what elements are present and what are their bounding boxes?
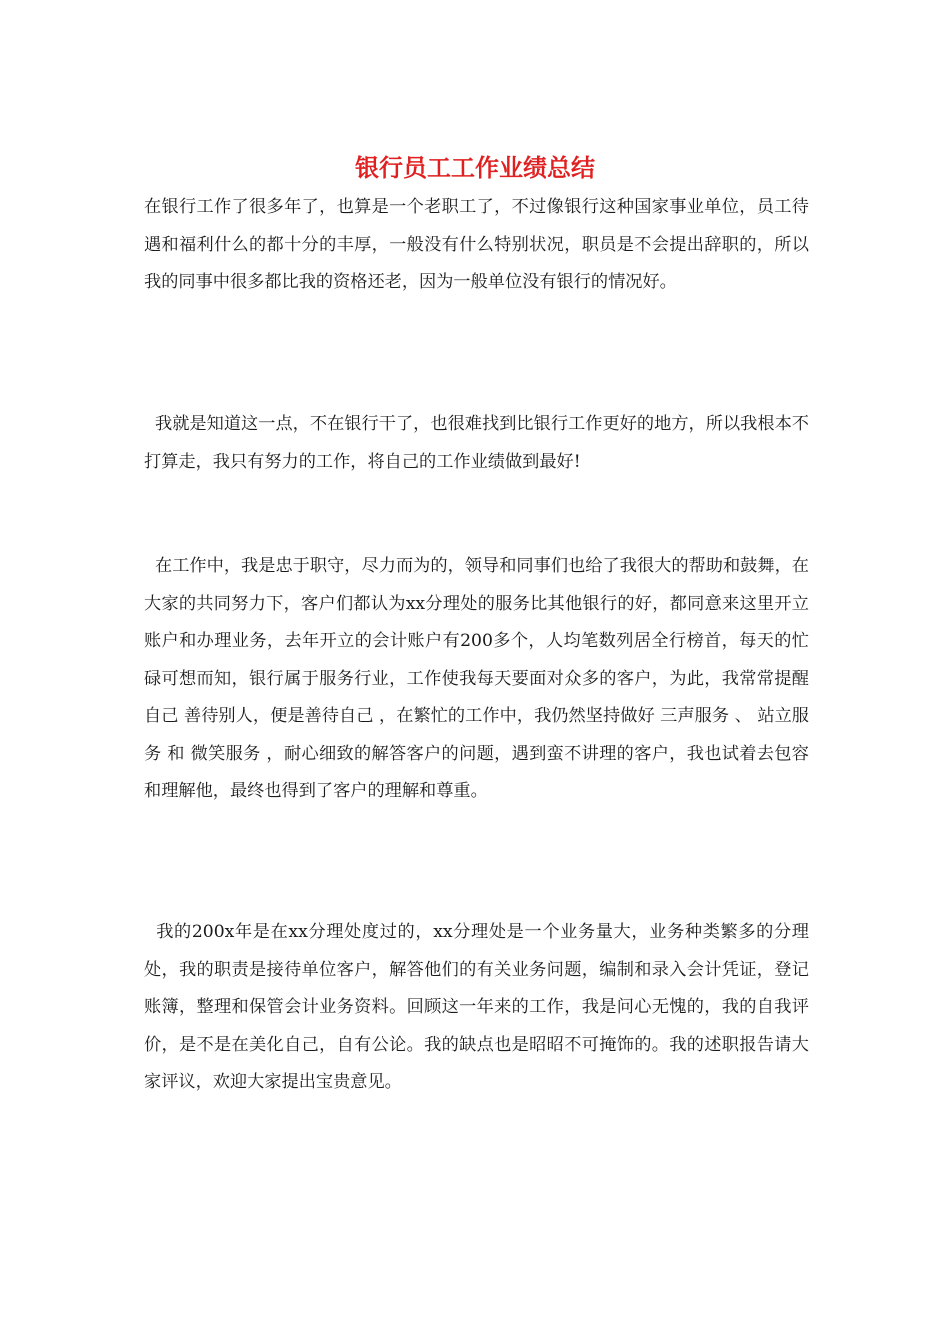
paragraph-2: 我就是知道这一点，不在银行干了，也很难找到比银行工作更好的地方，所以我根本不打算走，我只有努力的工作，将自己的工作业绩做到最好! bbox=[144, 414, 809, 472]
paragraph-1: 在银行工作了很多年了，也算是一个老职工了，不过像银行这种国家事业单位，员工待遇和福利什么的都十分的丰厚，一般没有什么特别状况，职员是不会提出辞职的，所以我的同事中很多都比我的资格还老，因为一般单位没有银行的情况好。 bbox=[144, 197, 809, 292]
document-title: 银行员工工作业绩总结 bbox=[355, 154, 595, 182]
paragraph-4: 我的200x年是在xx分理处度过的，xx分理处是一个业务量大，业务种类繁多的分理处，我的职责是接待单位客户，解答他们的有关业务问题，编制和录入会计凭证，登记账簿，整理和保管会计业务资料。回顾这一年来的工作，我是问心无愧的，我的自我评价，是不是在美化自己，自有公论。我的缺点也是昭昭不可掩饰的。我的述职报告请大家评议，欢迎大家提出宝贵意见。 bbox=[144, 922, 809, 1092]
paragraph-3: 在工作中，我是忠于职守，尽力而为的，领导和同事们也给了我很大的帮助和鼓舞，在大家的共同努力下，客户们都认为xx分理处的服务比其他银行的好，都同意来这里开立账户和办理业务，去年开立的会计账户有200多个，人均笔数列居全行榜首，每天的忙碌可想而知，银行属于服务行业，工作使我每天要面对众多的客户，为此，我常常提醒自己 善待别人，便是善待自己 ，在繁忙的工作中，我仍然坚持做好 三声服务 、 站立服务 和 微笑服务 ，耐心细致的解答客户的问题，遇到蛮不讲理的客户，我也试着去包容和理解他，最终也得到了客户的理解和尊重。 bbox=[144, 556, 809, 801]
